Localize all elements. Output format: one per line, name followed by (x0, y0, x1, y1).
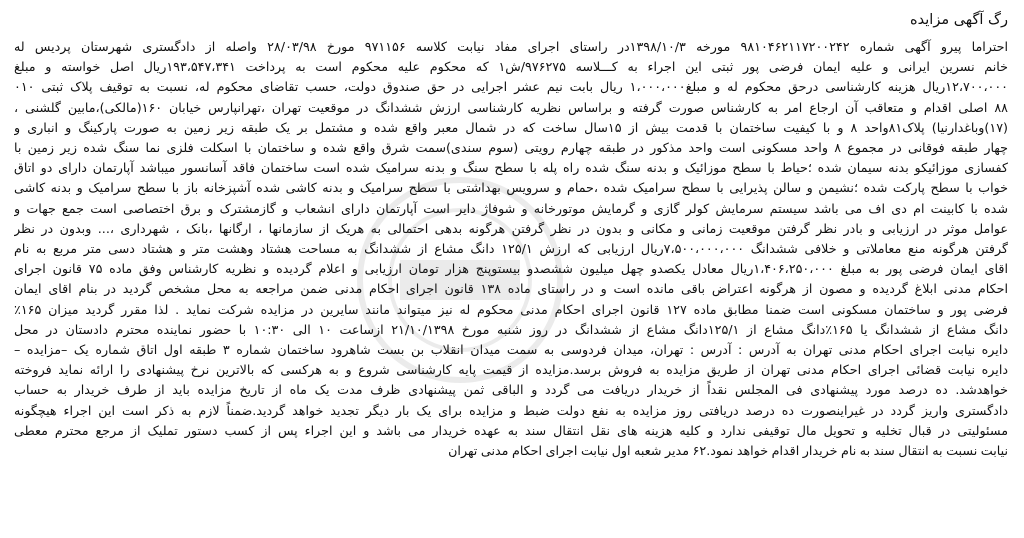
notice-line: (۱۷)وباغدارنیا) پلاک۸۱واحد ۸ و با کیفیت ساختمان با قدمت بیش از ۱۵سال ساخت که در شمال معبر واقع شده و مشتمل بر یک طبقه زیر زمین به صورت پارکینگ و انباری و (14, 119, 1008, 135)
notice-body (14, 37, 1008, 461)
notice-line: دادگستری واریز گردد در غیراینصورت ده درصد دریافتی روز مزایده به نفع دولت ضبط و مزایده برای یک بار دیگر تجدید خواهد گردید.ضمناً لازم به ذکر است این اجراء هیچگونه (14, 402, 1008, 418)
notice-signature-line: نیابت نسبت به انتقال سند به نام خریدار اقدام خواهد نمود.۶۲ مدیر شعبه اول نیابت اجرای احکام مدنی تهران (448, 443, 1008, 459)
notice-line: اقای ایمان فرضی پور به مبلغ ۱،۴۰۶،۲۵۰،۰۰۰ریال معادل یکصدو چهل میلیون ششصدو بیستوپنج هزار تومان ارزیابی و اعلام گردیده و نظریه کارشناس وفق ماده ۷۵ قانون اجرای (14, 261, 1008, 277)
notice-line: گرفتن هرگونه منع معاملاتی و خلافی ششدانگ ۷،۵۰۰،۰۰۰،۰۰۰ریال ارزیابی که ارزش ۱۲۵/۱ دانگ مشاع از ششدانگ به مساحت هشتاد وهشت متر و هشتاد دسی متر مربع به نام (14, 241, 1008, 257)
notice-line: شده با کابینت ام دی اف می باشد سیستم سرمایش کولر گازی و گرمایش موتورخانه و شوفاژ دایر است آپارتمان دارای انشعاب و گازمشترک و برق اختصاصی است جمع جهات و (14, 200, 1008, 216)
notice-line: خانم نسرین ایرانی و علیه ایمان فرضی پور ثبتی این اجراء به کـــلاسه ۹۷۶۲۷۵/ش۱ که محکوم علیه محکوم است به پرداخت ۱۹۳،۵۴۷،۳۴۱ریال اصل خواسته و مبلغ (14, 59, 1008, 75)
notice-line: کفسازی موزائیکو بدنه سیمان شده ؛حیاط با سطح موزائیک و بدنه سنگ شده راه پله با سطح سنگ و بدنه سرامیک شده است ساختمان فاقد آسانسور میباشد آپارتمان دارای دو اتاق (14, 160, 1008, 176)
notice-line: احتراما پیرو آگهی شماره ۹۸۱۰۴۶۲۱۱۷۲۰۰۲۴۲ مورخه ۱۳۹۸/۱۰/۳در راستای اجرای مفاد نیابت کلاسه ۹۷۱۱۵۶ مورخ ۲۸/۰۳/۹۸ واصله از دادگستری شهرستان پردیس له (14, 39, 1008, 54)
notice-line: خواب با سطح پارکت شده ؛نشیمن و سالن پذیرایی با سطح سرامیک شده ،حمام و سرویس بهداشتی با سطح سرامیک و بدنه کاشی شده آشپزخانه باز با سطح سرامیک و بدنه کاشی (14, 180, 1008, 196)
notice-title: رگ آگهی مزایده (910, 12, 1008, 28)
notice-line: ۸۸ اصلی اقدام و متعاقب آن ارجاع امر به کارشناس صورت گرفته و براساس نظریه کارشناسی ارزش ششدانگ در موقعیت تهران ،تهرانپارس خیابان ۱۶۰(مالکی)،مابین گلشنی ، (14, 99, 1008, 115)
notice-line: دایره نیابت قضائی اجرای احکام مدنی تهران از طریق مزایده به فروش برسد.مزایده از قیمت پایه کارشناسی شروع و به هرکسی که بالاترین نرخ پیشنهادی را ارائه نماید فروخته (14, 362, 1008, 378)
notice-line: دانگ مشاع از ششدانگ یا ۱۶۵٪دانگ مشاع از ۱۲۵/۱دانگ مشاع از ششدانگ در روز شنبه مورخ ۲۱/۱۰/۱۳۹۸ ازساعت ۱۰ الی ۱۰:۳۰ با حضور نماینده محترم دادستان در محل (14, 321, 1008, 337)
notice-line: مسئولیتی در قبال تخلیه و تحویل مال توقیفی ندارد و کلیه هزینه های نقل انتقال سند به عهده خریدار می باشد و این اجراء پس از کسب دستور تملیک از مرجع محترم معطی (14, 422, 1008, 438)
notice-line: دایره نیابت اجرای احکام مدنی تهران به آدرس : آدرس : تهران، میدان فردوسی به سمت میدان انقلاب بن بست شاهرود ساختمان شماره ۳ طبقه اول اتاق شماره یک –مزایده – (14, 342, 1008, 358)
notice-line: احکام مدنی ابلاغ گردیده و مصون از هرگونه اعتراض باقی مانده است و در راستای ماده ۱۳۸ قانون اجرای احکام مدنی ضمن مراجعه به محل مشخص گردید در بنام اقای ایمان (14, 281, 1008, 297)
notice-line: فرضی پور و ساختمان مسکونی است ضمنا مطابق ماده ۱۲۷ قانون اجرای احکام مدنی محکوم له نیز میتواند مانند سایرین در مزایده شرکت نماید . لذا مقرر گردید میزان ۱۶۵٪ (14, 301, 1008, 317)
notice-line: ۱۲،۷۰۰،۰۰۰ریال هزینه کارشناسی درحق محکوم له و مبلغ۱،۰۰۰،۰۰۰ ریال بابت نیم عشر اجرایی در حق صندوق دولت، حسب تقاضای محکوم له، نسبت به توقیف پلاک ثبتی ۰۱۰ (14, 79, 1008, 95)
notice-line: عوامل موثر در ارزیابی و بادر نظر گرفتن موقعیت زمانی و مکانی و بدون در نظر گرفتن هرگونه بدهی احتمالی به هریک از سازمانها ، ارگانها ،بانک ، شهرداری ،... وبدون در نظر (14, 220, 1008, 236)
notice-line: خواهدشد. ده درصد مورد پیشنهادی فی المجلس نقداً از خریدار دریافت می گردد و الباقی ثمن پیشنهادی ظرف مدت یک ماه از تاریخ مزایده باید از طرف خریدار به حساب (14, 382, 1008, 398)
notice-line: چهار طبقه فوقانی در مجموع ۸ واحد مسکونی است واحد مذکور در طبقه چهارم رویتی (سوم سندی)سمت شرق واقع شده و ساختمان با اسکلت فلزی نما سنگ شده زیر زمین با (14, 140, 1008, 156)
